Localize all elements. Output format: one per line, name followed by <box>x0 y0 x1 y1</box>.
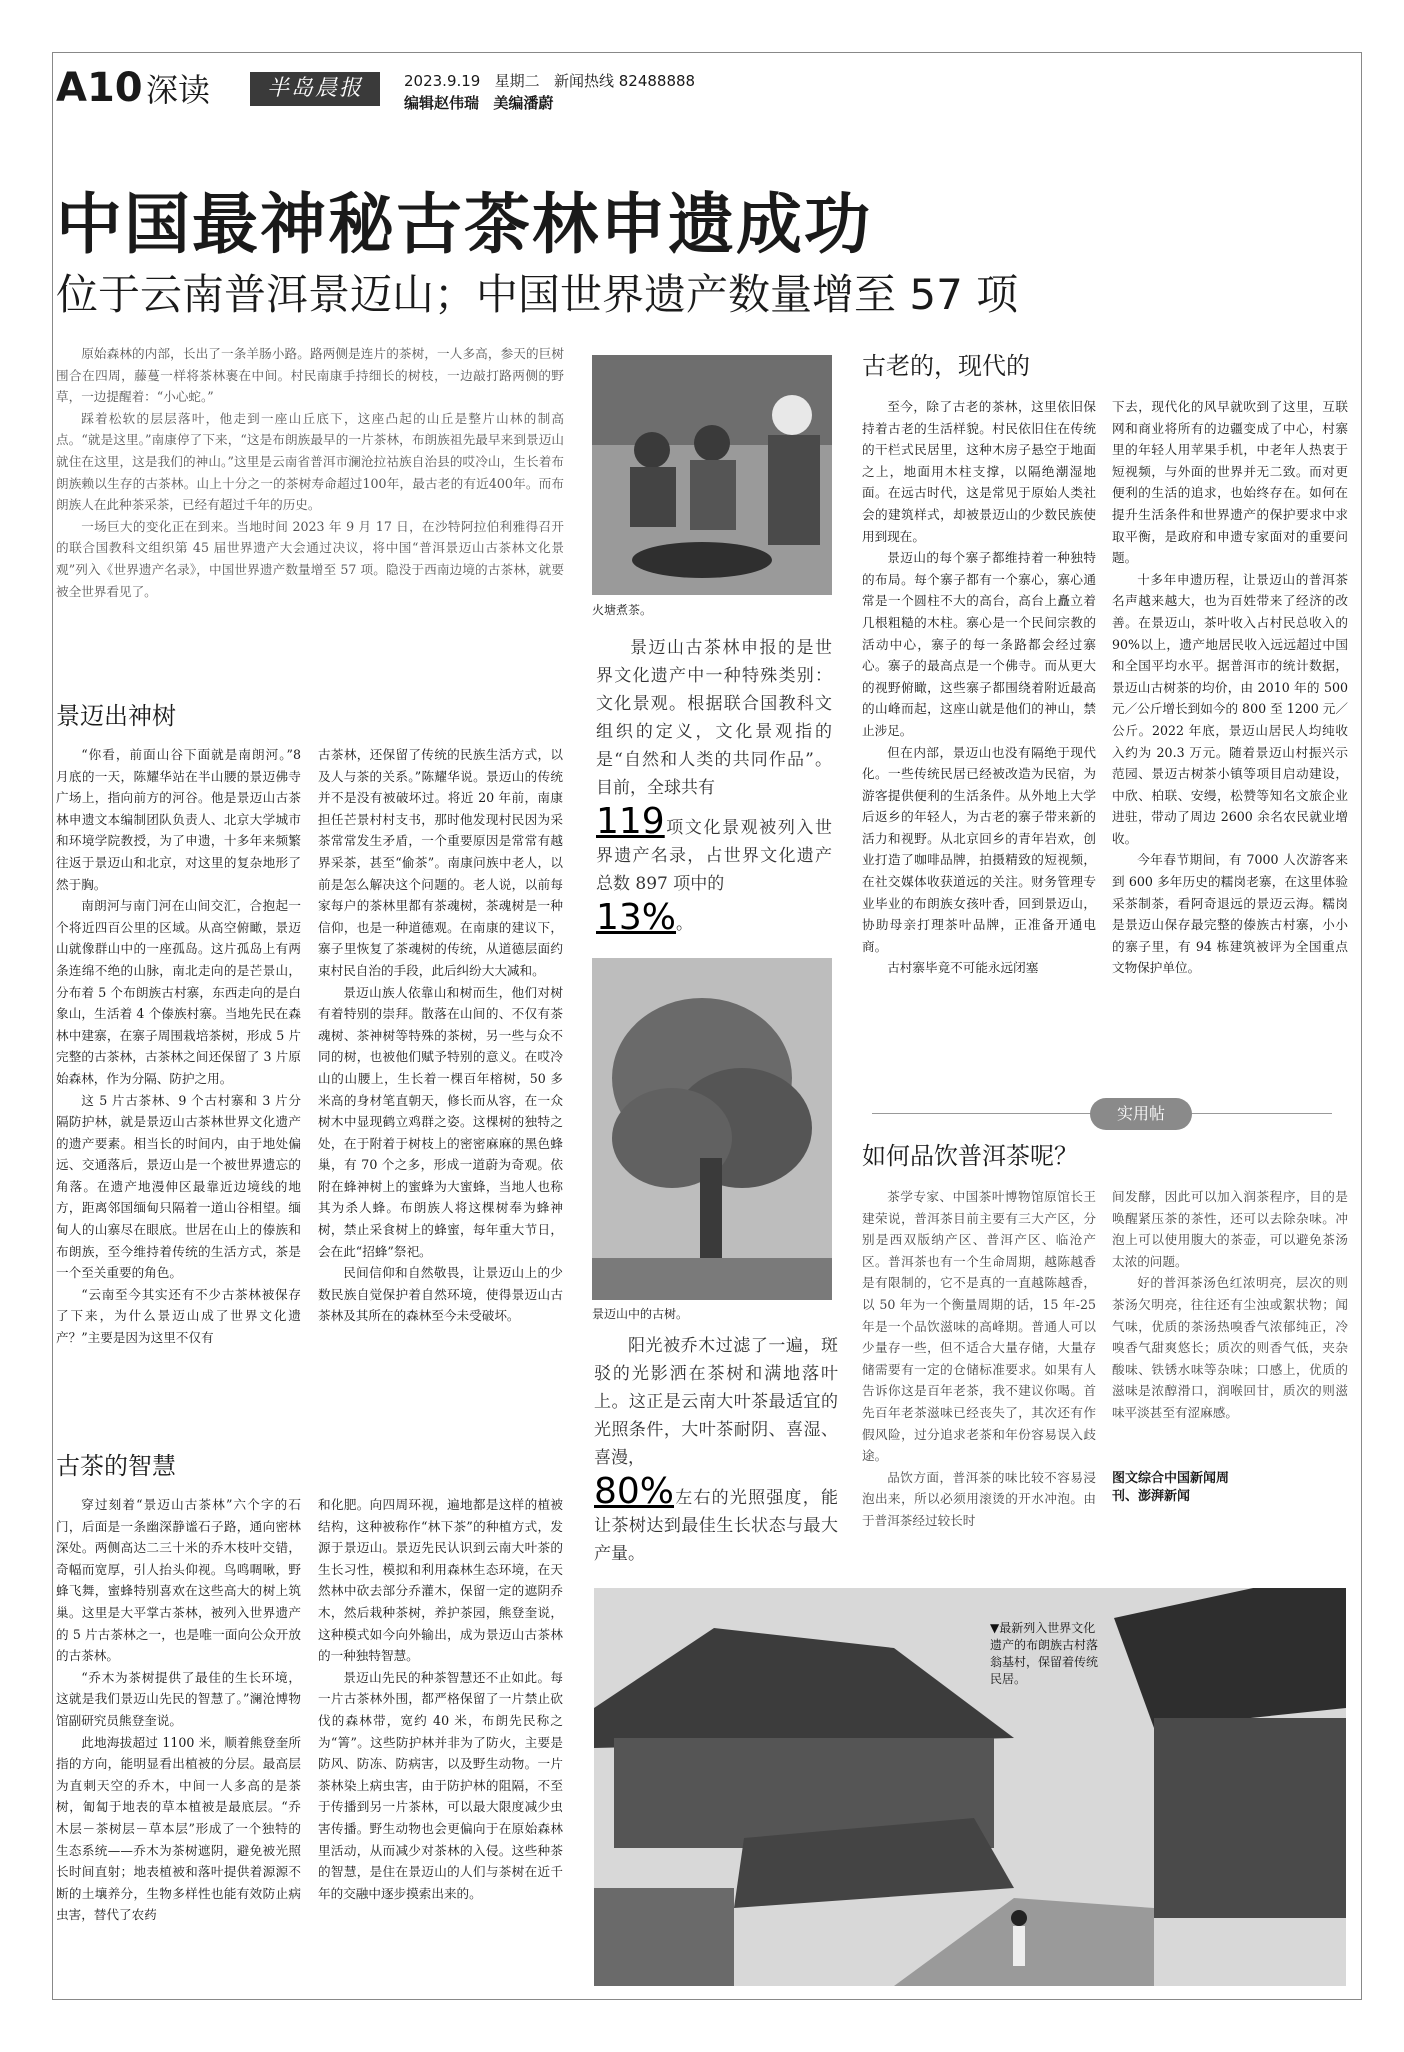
body-paragraph: “你看，前面山谷下面就是南朗河。”8 月底的一天，陈耀华站在半山腰的景迈佛寺广场上，指向前方的河谷。他是景迈山古茶林申遗文本编制团队负责人、北京大学城市和环境学院教授，为了申遗，十多年来频繁往返于景迈山和北京，对这里的复杂地形了然于胸。 <box>56 747 301 892</box>
article-lead <box>56 343 564 602</box>
body-paragraph: 穿过刻着“景迈山古茶林”六个字的石门，后面是一条幽深静谧石子路，通向密林深处。两侧高达二三十米的乔木枝叶交错，奇幅而宽厚，引人抬头仰视。鸟鸣啁啾，野蜂飞舞，蜜蜂特别喜欢在这些高大的树上筑巢。这里是大平掌古茶林，被列入世界遗产的 5 片古茶林之一，也是唯一面向公众开放的古茶林。 <box>56 1497 301 1664</box>
photo-village-drawing <box>594 1588 1346 1986</box>
photo-village-caption: ▼最新列入世界文化遗产的布朗族古村落翁基村，保留着传统民居。 <box>990 1621 1099 1686</box>
pull-quote-end: 左右的光照强度，能让茶树达到最佳生长状态与最大产量。 <box>594 1488 838 1564</box>
section-title-wisdom: 古茶的智慧 <box>56 1452 176 1480</box>
body-paragraph: 景迈山族人依靠山和树而生，他们对树有着特别的崇拜。散落在山间的、不仅有茶魂树、茶神树等特殊的茶树，另一些与众不同的树，也被他们赋予特别的意义。在哎冷山的山腰上，生长着一棵百年榕树，50 多米高的身材笔直朝天，修长而从容，在一众树木中显现鹤立鸡群之姿。这棵树的独特之处，在于附着于树枝上的密密麻麻的黑色蜂巢，有 70 个之多，形成一道蔚为奇观。依附在蜂神树上的蜜蜂为大蜜蜂，当地人也称其为杀人蜂。布朗族人将这棵树奉为蜂神树，禁止采食树上的蜂蜜，每年重大节日，会在此“招蜂”祭祀。 <box>318 984 563 1259</box>
section3-column-2 <box>1112 396 1348 1086</box>
section-title-jingmai: 景迈出神树 <box>56 702 176 730</box>
pull-quote-intro: 景迈山古茶林申报的是世界文化遗产中一种特殊类别：文化景观。根据联合国教科文组织的定义，文化景观指的是“自然和人类的共同作品”。目前，全球共有 <box>596 638 832 798</box>
section2-column-2 <box>318 1494 563 1984</box>
body-paragraph: 和化肥。向四周环视，遍地都是这样的植被结构，这种被称作“林下茶”的种植方式，发源于景迈山。景迈先民认识到云南大叶茶的生长习性，模拟和利用森林生态环境，在天然林中砍去部分乔灌木，保留一定的遮阴乔木，然后栽种茶树，养护茶园，熊登奎说，这种模式如今向外输出，成为景迈山古茶林的一种独特智慧。 <box>318 1497 563 1664</box>
pull-quote-intro: 阳光被乔木过滤了一遍，斑驳的光影洒在茶树和满地落叶上。这正是云南大叶茶最适宜的光照条件，大叶茶耐阴、喜湿、喜漫， <box>594 1336 838 1468</box>
body-paragraph: 南朗河与南门河在山间交汇，合抱起一个将近四百公里的区域。从高空俯瞰，景迈山就像群山中的一座孤岛。这片孤岛上有两条连绵不绝的山脉，南北走向的是芒景山，分布着 5 个布朗族古村寨，东西走向的是白象山，生活着 4 个傣族村寨。当地先民在森林中建寨，在寨子周围栽培茶树，形成 5 片完整的古茶林，古茶林之间还保留了 3 片原始森林，作为分隔、防护之用。 <box>56 898 301 1086</box>
body-paragraph: 但在内部，景迈山也没有隔绝于现代化。一些传统民居已经被改造为民宿，为游客提供便利的生活条件。从外地上大学后返乡的年轻人，为古老的寨子带来新的活力和视野。从北京回乡的青年岩欢，创业打造了咖啡品牌，拍摄精致的短视频，在社交媒体收获道远的关注。财务管理专业毕业的布朗族女孩叶香，回到景迈山，协助母亲打理茶叶品牌，正准备开通电商。 <box>862 744 1096 954</box>
photo-village <box>594 1588 1346 1986</box>
newspaper-logo: 半岛晨报 <box>250 72 380 106</box>
body-paragraph: 古村寨毕竟不可能永远闭塞 <box>887 960 1039 976</box>
lead-paragraph: 踩着松软的层层落叶，他走到一座山丘底下，这座凸起的山丘是整片山林的制高点。“就是这里。”南康停了下来，“这是布朗族最早的一片茶林，布朗族祖先最早来到景迈山就住在这里，这是我们的神山。”这里是云南省普洱市澜沧拉祜族自治县的哎冷山，生长着布朗族赖以生存的古茶林。山上十分之一的茶树寿命超过100年，最古老的有近400年。而布朗族人在此种茶采茶，已经有超过千年的历史。 <box>56 410 564 513</box>
pull-quote-middle: 项文化景观被列入世界遗产名录，占世界文化遗产总数 897 项中的 <box>596 818 832 894</box>
section4-column-2 <box>1112 1186 1348 1476</box>
pull-quote-text <box>596 634 832 938</box>
lead-paragraph: 原始森林的内部，长出了一条羊肠小路。路两侧是连片的茶树，一人多高，参天的巨树围合在四周，藤蔓一样将茶林裹在中间。村民南康手持细长的树枝，一边敲打路两侧的野草，一边提醒着：“小心蛇。” <box>56 346 564 405</box>
body-paragraph: 至今，除了古老的茶林，这里依旧保持着古老的生活样貌。村民依旧住在传统的干栏式民居里，这种木房子悬空于地面之上，地面用木柱支撑，以隔绝潮湿地面。在远古时代，这是常见于原始人类社会的建筑样式，却被景迈山的少数民族使用到现在。 <box>862 399 1096 544</box>
source-credit: 图文综合中国新闻周刊、澎湃新闻 <box>1112 1471 1230 1504</box>
staff-info <box>404 92 553 113</box>
stat-13-percent: 13% <box>596 897 677 938</box>
section1-column-2 <box>318 744 563 1444</box>
pull-quote-end: 。 <box>676 914 694 934</box>
body-paragraph: “乔木为茶树提供了最佳的生长环境，这就是我们景迈山先民的智慧了。”澜沧博物馆副研究员熊登奎说。 <box>56 1669 301 1728</box>
body-paragraph: 下去，现代化的风早就吹到了这里，互联网和商业将所有的边疆变成了中心，村寨里的年轻人用苹果手机，中老年人热衷于短视频，与外面的世界并无二致。而对更便利的生活的追求，也始终存在。如何在提升生活条件和世界遗产的保护要求中求取平衡，是政府和申遗专家面对的重要问题。 <box>1112 399 1348 566</box>
body-paragraph: 今年春节期间，有 7000 人次游客来到 600 多年历史的糯岗老寨，在这里体验采茶制茶，看阿奇退远的景迈云海。糯岗是景迈山保存最完整的傣族古村寨，小小的寨子里，有 94 栋建筑被评为全国重点文物保护单位。 <box>1112 852 1348 976</box>
stat-119: 119 <box>596 801 665 842</box>
photo-fire-tea <box>592 355 832 595</box>
photo-ancient-tree <box>592 958 832 1300</box>
section-title-ancient-modern: 古老的，现代的 <box>862 352 1030 380</box>
pull-quote-landscape <box>596 634 832 938</box>
section-title-how-to-drink: 如何品饮普洱茶呢？ <box>862 1142 1078 1170</box>
photo-ancient-tree-caption: 景迈山中的古树。 <box>592 1307 689 1321</box>
body-paragraph: 茶学专家、中国茶叶博物馆原馆长王建荣说，普洱茶目前主要有三大产区，分别是西双版纳产区、普洱产区、临沧产区。普洱茶也有一个生命周期，越陈越香是有限制的，它不是真的一直越陈越香，以 50 年为一个衡量周期的话，15 年-25 年是一个品饮滋味的高峰期。普通人可以少量存一些，但不适合大量存储，大量存储需要有一定的仓储标准要求。如果有人告诉你这是百年老茶，我不建议你喝。首先百年老茶滋味已经丧失了，其次还有作假风险，过分追求老茶和年份容易误入歧途。 <box>862 1189 1096 1464</box>
photo-fire-tea-drawing <box>592 355 832 595</box>
page-number: A10 <box>56 65 143 111</box>
photo-fire-tea-caption: 火塘煮茶。 <box>592 603 653 617</box>
body-paragraph: 品饮方面，普洱茶的味比较不容易浸泡出来，所以必须用滚烫的开水冲泡。由于普洱茶经过较长时 <box>862 1469 1096 1528</box>
body-paragraph: 民间信仰和自然敬畏，让景迈山上的少数民族自觉保护着自然环境，使得景迈山古茶林及其所在的森林至今未受破坏。 <box>318 1265 563 1324</box>
designer: 美编潘蔚 <box>493 94 554 112</box>
section3-column-1 <box>862 396 1096 1086</box>
body-paragraph: 景迈山先民的种茶智慧还不止如此。每一片古茶林外围，都严格保留了一片禁止砍伐的森林带，宽约 40 米，布朗先民称之为“箐”。这些防护林并非为了防火，主要是防风、防冻、防病害，以及野生动物。一片茶林染上病虫害，由于防护林的阻隔，不至于传播到另一片茶林，可以最大限度减少虫害传播。野生动物也会更偏向于在原始森林里活动，从而减少对茶林的入侵。这些种茶的智慧，是住在景迈山的人们与茶树在近千年的交融中逐步摸索出来的。 <box>318 1669 563 1901</box>
news-hotline: 新闻热线 82488888 <box>553 72 696 90</box>
issue-weekday: 星期二 <box>494 72 540 90</box>
section1-column-1 <box>56 744 301 1444</box>
body-paragraph: 景迈山的每个寨子都维持着一种独特的布局。每个寨子都有一个寨心，寨心通常是一个圆柱不大的高台，高台上矗立着几根粗糙的木柱。寨心是一个民间宗教的活动中心，寨子的每一条路都会经过寨心。寨子的最高点是一个佛寺。而从更大的视野俯瞰，这些寨子都围绕着附近最高的山峰而起，这座山就是他们的神山，禁止涉足。 <box>862 550 1096 738</box>
issue-date: 2023.9.19 <box>404 72 481 90</box>
issue-info <box>404 70 695 91</box>
body-paragraph: 此地海拔超过 1100 米，顺着熊登奎所指的方向，能明显看出植被的分层。最高层为直刺天空的乔木，中间一人多高的是茶树，匍匐于地表的草本植被是最底层。“乔木层－茶树层－草本层”形成了一个独特的生态系统——乔木为茶树遮阴，避免被光照长时间直射；地表植被和落叶提供着源源不断的土壤养分，生物多样性也能有效防止病虫害，替代了农药 <box>56 1734 301 1923</box>
section4-column-1 <box>862 1186 1096 1566</box>
stat-80-percent: 80% <box>594 1471 675 1512</box>
pull-quote-sunlight <box>594 1332 838 1568</box>
headline: 中国最神秘古茶林申遗成功 <box>56 186 872 263</box>
pull-quote-text <box>594 1332 838 1568</box>
body-paragraph: 好的普洱茶汤色红浓明亮，层次的则茶汤欠明亮，往往还有尘浊或絮状物；闻气味，优质的茶汤热嗅香气浓郁纯正，冷嗅香气甜爽悠长；质次的则香气低，夹杂酸味、铁锈水味等杂味；口感上，优质的滋味是浓醇滑口，润喉回甘，质次的则滋味平淡甚至有涩麻感。 <box>1112 1275 1348 1420</box>
section-name: 深读 <box>146 71 211 109</box>
body-paragraph: 古茶林，还保留了传统的民族生活方式，以及人与茶的关系。”陈耀华说。景迈山的传统并不是没有被破坏过。将近 20 年前，南康担任芒景村村支书，那时他发现村民因为采茶常常发生矛盾，一个重要原因是常常有越界采茶，甚至“偷茶”。南康问族中老人，以前是怎么解决这个问题的。老人说，以前每家每户的茶林里都有茶魂树，茶魂树是一种信仰，也是一种道德观。在南康的建议下，寨子里恢复了茶魂树的传统，从道德层面约束村民自治的手段，此后纠纷大大减和。 <box>318 747 563 978</box>
subheadline: 位于云南普洱景迈山；中国世界遗产数量增至 57 项 <box>56 270 1019 319</box>
body-paragraph: 十多年申遗历程，让景迈山的普洱茶名声越来越大，也为百姓带来了经济的改善。在景迈山，茶叶收入占村民总收入的 90%以上，遗产地居民收入远远超过中国和全国平均水平。据普洱市的统计数据，景迈山古树茶的均价，由 2010 年的 500 元／公斤增长到如今的 800 至 1200 元／公斤。2022 年底，景迈山居民人均纯收入约为 20.3 万元。随着景迈山村振兴示范园、景迈古树茶小镇等项目启动建设，中欣、柏联、安缦，松赞等知名文旅企业进驻，带动了周边 2600 余名农民就业增收。 <box>1112 571 1348 846</box>
body-paragraph: 间发酵，因此可以加入润茶程序，目的是唤醒紧压茶的茶性，还可以去除杂味。冲泡上可以使用腹大的茶壶，可以避免茶汤太浓的问题。 <box>1112 1189 1348 1269</box>
editor: 编辑赵伟瑞 <box>404 94 480 112</box>
body-paragraph: “云南至今其实还有不少古茶林被保存了下来，为什么景迈山成了世界文化遗产？”主要是因为这里不仅有 <box>56 1286 301 1346</box>
section2-column-1 <box>56 1494 301 1984</box>
body-paragraph: 这 5 片古茶林、9 个古村寨和 3 片分隔防护林，就是景迈山古茶林世界文化遗产的遗产要素。相当长的时间内，由于地处偏远、交通落后，景迈山是一个被世界遗忘的角落。在遗产地漫伸区最靠近边境线的地方，距离邻国缅甸只隔着一道山谷相望。缅甸人的山寨尽在眼底。世居在山上的傣族和布朗族，至今维持着传统的生活方式，茶是一个至关重要的角色。 <box>56 1092 301 1281</box>
practical-tips-badge: 实用帖 <box>1090 1098 1192 1130</box>
lead-paragraph: 一场巨大的变化正在到来。当地时间 2023 年 9 月 17 日，在沙特阿拉伯利雅得召开的联合国教科文组织第 45 届世界遗产大会通过决议，将中国“普洱景迈山古茶林文化景观”列入《世界遗产名录》，中国世界遗产数量增至 57 项。隐没于西南边境的古茶林，就要被全世界看见了。 <box>56 518 564 599</box>
photo-ancient-tree-drawing <box>592 958 832 1300</box>
